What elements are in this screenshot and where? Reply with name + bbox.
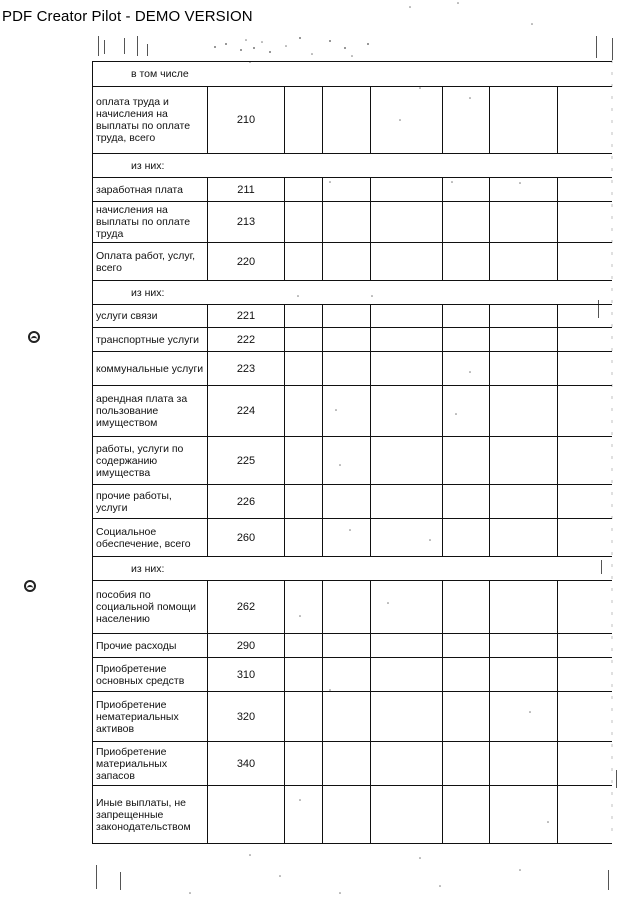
row-code: 225 <box>208 437 285 485</box>
value-cell <box>371 352 443 386</box>
value-cell <box>443 328 490 352</box>
row-code: 210 <box>208 87 285 154</box>
value-cell <box>558 328 612 352</box>
row-name: арендная плата за пользование имуществом <box>93 386 208 437</box>
value-cell <box>323 386 371 437</box>
value-cell <box>371 243 443 281</box>
table-row <box>93 202 612 243</box>
table-row <box>93 742 612 786</box>
value-cell <box>490 742 558 786</box>
binder-hole-bottom <box>24 580 36 592</box>
table-row <box>93 634 612 658</box>
table-row <box>93 243 612 281</box>
row-code: 224 <box>208 386 285 437</box>
table-row <box>93 305 612 328</box>
table-row <box>93 658 612 692</box>
row-code: 222 <box>208 328 285 352</box>
value-cell <box>371 178 443 202</box>
value-cell <box>558 437 612 485</box>
value-cell <box>558 202 612 243</box>
value-cell <box>371 437 443 485</box>
table-row <box>93 437 612 485</box>
value-cell <box>323 658 371 692</box>
value-cell <box>443 658 490 692</box>
value-cell <box>323 786 371 844</box>
row-code: 290 <box>208 634 285 658</box>
row-name: пособия по социальной помощи населению <box>93 581 208 634</box>
value-cell <box>285 519 323 557</box>
value-cell <box>285 87 323 154</box>
row-code: 221 <box>208 305 285 328</box>
value-cell <box>323 243 371 281</box>
row-name: оплата труда и начисления на выплаты по оплате труда, всего <box>93 87 208 154</box>
value-cell <box>490 485 558 519</box>
value-cell <box>490 437 558 485</box>
table-row <box>93 519 612 557</box>
row-name: начисления на выплаты по оплате труда <box>93 202 208 243</box>
row-name: коммунальные услуги <box>93 352 208 386</box>
value-cell <box>323 581 371 634</box>
row-name: услуги связи <box>93 305 208 328</box>
row-name: прочие работы, услуги <box>93 485 208 519</box>
value-cell <box>490 202 558 243</box>
value-cell <box>558 352 612 386</box>
value-cell <box>285 437 323 485</box>
value-cell <box>371 202 443 243</box>
value-cell <box>371 634 443 658</box>
value-cell <box>323 352 371 386</box>
value-cell <box>285 485 323 519</box>
value-cell <box>558 243 612 281</box>
value-cell <box>285 305 323 328</box>
value-cell <box>443 352 490 386</box>
value-cell <box>285 178 323 202</box>
value-cell <box>558 386 612 437</box>
row-name: работы, услуги по содержанию имущества <box>93 437 208 485</box>
value-cell <box>443 386 490 437</box>
row-name: Социальное обеспечение, всего <box>93 519 208 557</box>
value-cell <box>443 202 490 243</box>
row-code: 320 <box>208 692 285 742</box>
section-label: из них: <box>93 281 612 305</box>
value-cell <box>443 634 490 658</box>
row-name: Прочие расходы <box>93 634 208 658</box>
value-cell <box>323 742 371 786</box>
row-name: транспортные услуги <box>93 328 208 352</box>
value-cell <box>490 386 558 437</box>
value-cell <box>323 305 371 328</box>
value-cell <box>285 202 323 243</box>
value-cell <box>371 386 443 437</box>
value-cell <box>371 305 443 328</box>
table-row <box>93 692 612 742</box>
value-cell <box>285 634 323 658</box>
value-cell <box>285 742 323 786</box>
row-code: 310 <box>208 658 285 692</box>
table-row <box>93 87 612 154</box>
row-name: Приобретение нематериальных активов <box>93 692 208 742</box>
value-cell <box>323 87 371 154</box>
value-cell <box>371 485 443 519</box>
value-cell <box>443 692 490 742</box>
section-label: из них: <box>93 154 612 178</box>
section-label: в том числе <box>93 62 612 87</box>
value-cell <box>285 658 323 692</box>
section-row <box>93 62 612 87</box>
value-cell <box>558 742 612 786</box>
value-cell <box>558 178 612 202</box>
row-name: Приобретение материальных запасов <box>93 742 208 786</box>
binder-hole-top <box>28 331 40 343</box>
row-name: заработная плата <box>93 178 208 202</box>
value-cell <box>443 178 490 202</box>
value-cell <box>558 786 612 844</box>
row-code: 260 <box>208 519 285 557</box>
value-cell <box>323 634 371 658</box>
value-cell <box>490 328 558 352</box>
value-cell <box>443 437 490 485</box>
row-code: 213 <box>208 202 285 243</box>
value-cell <box>371 742 443 786</box>
value-cell <box>443 742 490 786</box>
value-cell <box>323 485 371 519</box>
value-cell <box>323 437 371 485</box>
value-cell <box>443 786 490 844</box>
value-cell <box>490 178 558 202</box>
row-code: 340 <box>208 742 285 786</box>
value-cell <box>285 352 323 386</box>
value-cell <box>558 692 612 742</box>
value-cell <box>558 634 612 658</box>
value-cell <box>558 519 612 557</box>
row-name: Приобретение основных средств <box>93 658 208 692</box>
value-cell <box>323 519 371 557</box>
row-code: 226 <box>208 485 285 519</box>
table-row <box>93 786 612 844</box>
value-cell <box>323 178 371 202</box>
table-row <box>93 386 612 437</box>
value-cell <box>490 634 558 658</box>
value-cell <box>490 658 558 692</box>
value-cell <box>285 581 323 634</box>
value-cell <box>490 786 558 844</box>
table-row <box>93 352 612 386</box>
value-cell <box>371 87 443 154</box>
value-cell <box>443 87 490 154</box>
value-cell <box>371 581 443 634</box>
value-cell <box>323 328 371 352</box>
row-code <box>208 786 285 844</box>
value-cell <box>443 485 490 519</box>
value-cell <box>558 658 612 692</box>
value-cell <box>285 786 323 844</box>
section-row <box>93 154 612 178</box>
value-cell <box>323 202 371 243</box>
value-cell <box>443 581 490 634</box>
value-cell <box>285 328 323 352</box>
value-cell <box>285 243 323 281</box>
value-cell <box>490 305 558 328</box>
value-cell <box>558 305 612 328</box>
row-code: 223 <box>208 352 285 386</box>
value-cell <box>490 581 558 634</box>
value-cell <box>285 692 323 742</box>
row-code: 211 <box>208 178 285 202</box>
row-name: Оплата работ, услуг, всего <box>93 243 208 281</box>
section-row <box>93 281 612 305</box>
table-row <box>93 178 612 202</box>
row-code: 262 <box>208 581 285 634</box>
value-cell <box>371 658 443 692</box>
value-cell <box>371 328 443 352</box>
value-cell <box>490 519 558 557</box>
value-cell <box>443 519 490 557</box>
value-cell <box>323 692 371 742</box>
value-cell <box>490 243 558 281</box>
demo-watermark: PDF Creator Pilot - DEMO VERSION <box>2 8 253 25</box>
section-row <box>93 557 612 581</box>
table-row <box>93 581 612 634</box>
value-cell <box>558 87 612 154</box>
value-cell <box>371 786 443 844</box>
row-name: Иные выплаты, не запрещенные законодательством <box>93 786 208 844</box>
value-cell <box>490 692 558 742</box>
value-cell <box>443 243 490 281</box>
value-cell <box>371 519 443 557</box>
table-row <box>93 485 612 519</box>
section-label: из них: <box>93 557 612 581</box>
value-cell <box>558 581 612 634</box>
value-cell <box>558 485 612 519</box>
value-cell <box>490 87 558 154</box>
row-code: 220 <box>208 243 285 281</box>
value-cell <box>371 692 443 742</box>
value-cell <box>490 352 558 386</box>
expenses-table <box>92 61 612 844</box>
value-cell <box>285 386 323 437</box>
table-row <box>93 328 612 352</box>
value-cell <box>443 305 490 328</box>
